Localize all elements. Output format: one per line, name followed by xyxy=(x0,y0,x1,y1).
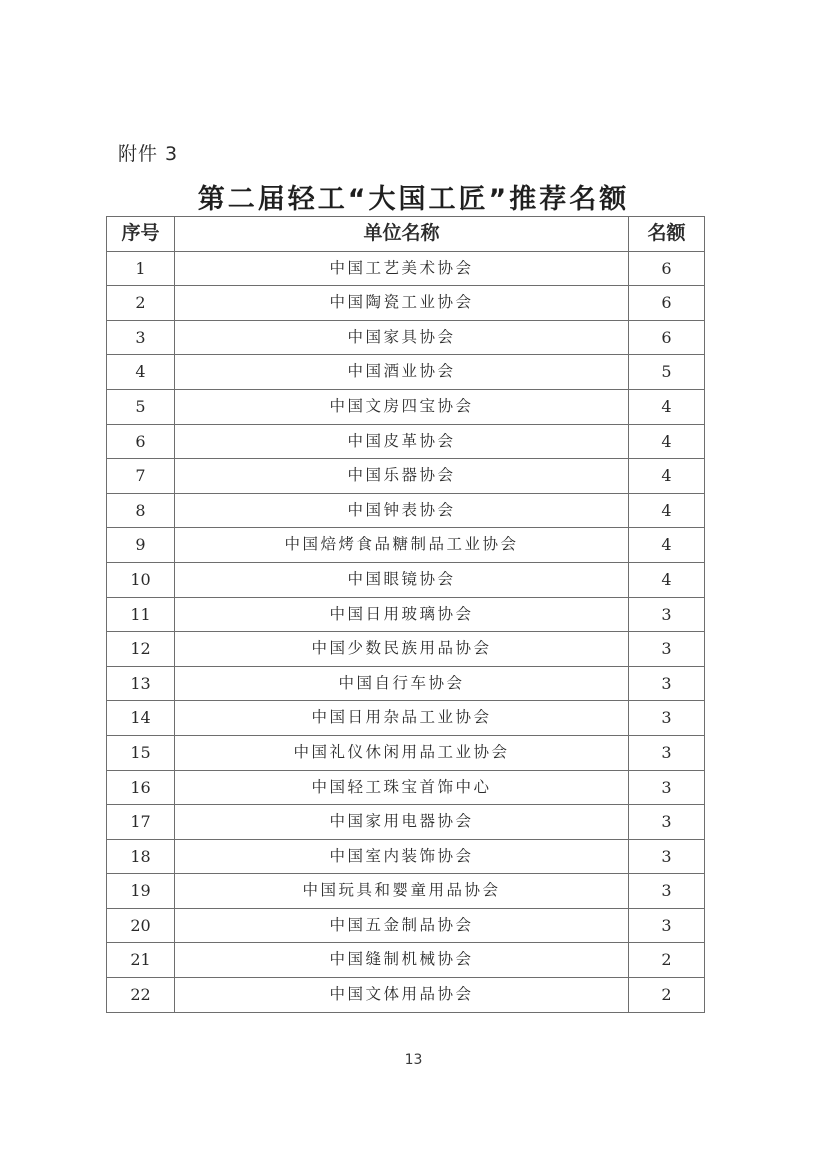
attachment-label: 附件 3 xyxy=(118,143,179,165)
table-row xyxy=(107,286,705,321)
page-number: 13 xyxy=(404,1052,423,1068)
serial-number-cell: 4 xyxy=(107,355,175,390)
table-row xyxy=(107,528,705,563)
serial-number-cell: 7 xyxy=(107,459,175,494)
table-row xyxy=(107,389,705,424)
serial-number-cell: 11 xyxy=(107,597,175,632)
table-row xyxy=(107,355,705,390)
header-serial-number: 序号 xyxy=(107,217,175,252)
quota-cell: 4 xyxy=(629,493,705,528)
quota-cell: 3 xyxy=(629,597,705,632)
quota-cell: 3 xyxy=(629,805,705,840)
quota-table xyxy=(106,216,705,1013)
quota-cell: 2 xyxy=(629,943,705,978)
unit-name-cell: 中国钟表协会 xyxy=(175,493,629,528)
unit-name-cell: 中国玩具和婴童用品协会 xyxy=(175,874,629,909)
serial-number-cell: 14 xyxy=(107,701,175,736)
quota-cell: 2 xyxy=(629,978,705,1013)
serial-number-cell: 1 xyxy=(107,251,175,286)
quota-cell: 3 xyxy=(629,770,705,805)
unit-name-cell: 中国少数民族用品协会 xyxy=(175,632,629,667)
unit-name-cell: 中国日用杂品工业协会 xyxy=(175,701,629,736)
unit-name-cell: 中国家用电器协会 xyxy=(175,805,629,840)
table-row xyxy=(107,562,705,597)
table-header-row xyxy=(107,217,705,252)
unit-name-cell: 中国轻工珠宝首饰中心 xyxy=(175,770,629,805)
quota-cell: 6 xyxy=(629,286,705,321)
table-row xyxy=(107,597,705,632)
table-row xyxy=(107,424,705,459)
header-unit-name: 单位名称 xyxy=(175,217,629,252)
unit-name-cell: 中国文体用品协会 xyxy=(175,978,629,1013)
unit-name-cell: 中国工艺美术协会 xyxy=(175,251,629,286)
unit-name-cell: 中国自行车协会 xyxy=(175,666,629,701)
quota-cell: 3 xyxy=(629,632,705,667)
quota-cell: 3 xyxy=(629,666,705,701)
quota-cell: 3 xyxy=(629,908,705,943)
quota-cell: 4 xyxy=(629,389,705,424)
serial-number-cell: 8 xyxy=(107,493,175,528)
table-row xyxy=(107,943,705,978)
quota-cell: 3 xyxy=(629,735,705,770)
quota-cell: 3 xyxy=(629,839,705,874)
unit-name-cell: 中国焙烤食品糖制品工业协会 xyxy=(175,528,629,563)
quota-cell: 6 xyxy=(629,251,705,286)
unit-name-cell: 中国陶瓷工业协会 xyxy=(175,286,629,321)
quota-cell: 5 xyxy=(629,355,705,390)
serial-number-cell: 6 xyxy=(107,424,175,459)
table-row xyxy=(107,320,705,355)
serial-number-cell: 12 xyxy=(107,632,175,667)
quota-cell: 3 xyxy=(629,701,705,736)
unit-name-cell: 中国乐器协会 xyxy=(175,459,629,494)
unit-name-cell: 中国礼仪休闲用品工业协会 xyxy=(175,735,629,770)
table-body xyxy=(107,251,705,1012)
document-title: 第二届轻工“大国工匠”推荐名额 xyxy=(197,184,630,215)
unit-name-cell: 中国眼镜协会 xyxy=(175,562,629,597)
table-row xyxy=(107,632,705,667)
quota-cell: 4 xyxy=(629,562,705,597)
table-row xyxy=(107,874,705,909)
table-row xyxy=(107,701,705,736)
serial-number-cell: 2 xyxy=(107,286,175,321)
quota-cell: 3 xyxy=(629,874,705,909)
table-row xyxy=(107,908,705,943)
serial-number-cell: 16 xyxy=(107,770,175,805)
serial-number-cell: 18 xyxy=(107,839,175,874)
unit-name-cell: 中国五金制品协会 xyxy=(175,908,629,943)
quota-cell: 6 xyxy=(629,320,705,355)
serial-number-cell: 10 xyxy=(107,562,175,597)
table-row xyxy=(107,770,705,805)
unit-name-cell: 中国皮革协会 xyxy=(175,424,629,459)
table-row xyxy=(107,666,705,701)
serial-number-cell: 5 xyxy=(107,389,175,424)
unit-name-cell: 中国日用玻璃协会 xyxy=(175,597,629,632)
quota-cell: 4 xyxy=(629,459,705,494)
unit-name-cell: 中国家具协会 xyxy=(175,320,629,355)
unit-name-cell: 中国文房四宝协会 xyxy=(175,389,629,424)
table-row xyxy=(107,459,705,494)
serial-number-cell: 22 xyxy=(107,978,175,1013)
quota-cell: 4 xyxy=(629,528,705,563)
table-row xyxy=(107,735,705,770)
serial-number-cell: 15 xyxy=(107,735,175,770)
serial-number-cell: 19 xyxy=(107,874,175,909)
unit-name-cell: 中国酒业协会 xyxy=(175,355,629,390)
table-row xyxy=(107,493,705,528)
table-row xyxy=(107,251,705,286)
unit-name-cell: 中国室内装饰协会 xyxy=(175,839,629,874)
serial-number-cell: 21 xyxy=(107,943,175,978)
table-row xyxy=(107,805,705,840)
unit-name-cell: 中国缝制机械协会 xyxy=(175,943,629,978)
serial-number-cell: 3 xyxy=(107,320,175,355)
quota-cell: 4 xyxy=(629,424,705,459)
serial-number-cell: 17 xyxy=(107,805,175,840)
header-quota: 名额 xyxy=(629,217,705,252)
serial-number-cell: 13 xyxy=(107,666,175,701)
serial-number-cell: 9 xyxy=(107,528,175,563)
table-row xyxy=(107,978,705,1013)
table-row xyxy=(107,839,705,874)
serial-number-cell: 20 xyxy=(107,908,175,943)
